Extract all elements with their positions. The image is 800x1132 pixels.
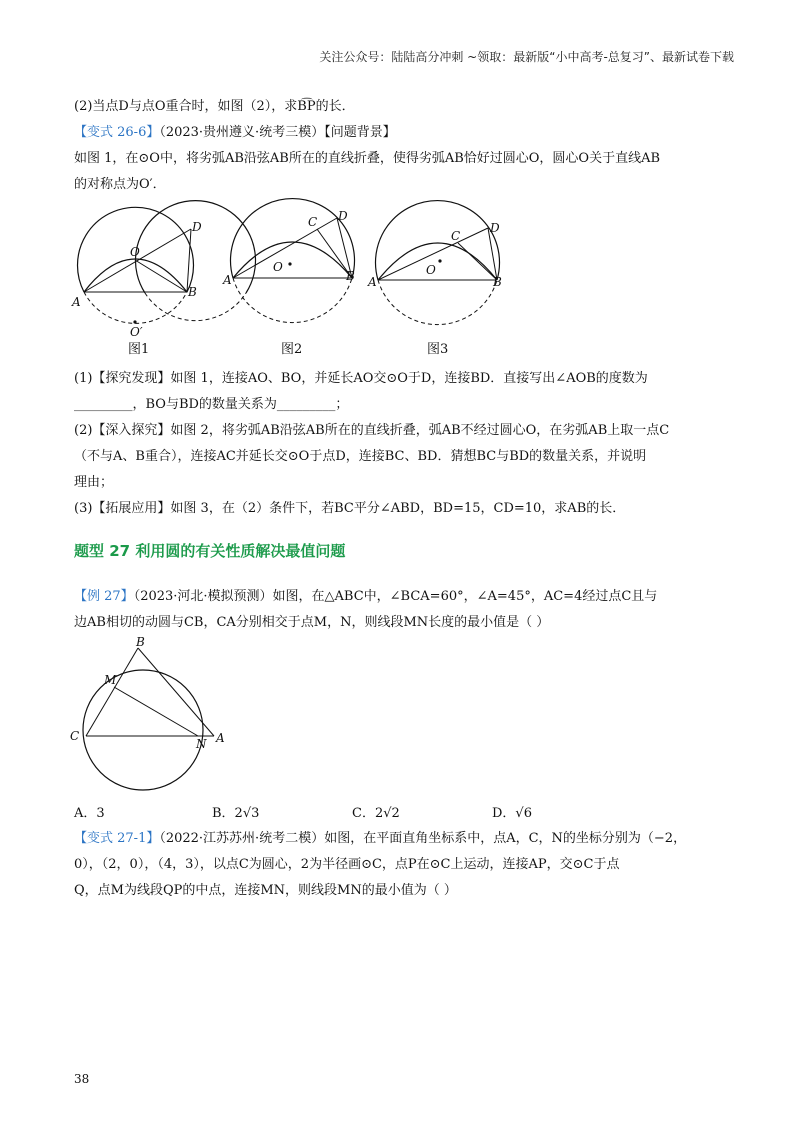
question-2-line: (2)当点D与点O重合时，如图（2），求B͡P的长． [74, 99, 355, 114]
fig3-label-a: A [368, 275, 377, 289]
part-2-line-a: (2)【深入探究】如图 2，将劣弧AB沿弦AB所在的直线折叠，弧AB不经过圆心O，在劣弧AB上取一点C [74, 423, 670, 438]
variant-27-1-line-c: Q，点M为线段QP的中点，连接MN，则线段MN的最小值为（ ） [74, 883, 457, 898]
fig2-label-c: C [308, 215, 318, 229]
background-line-1: 如图 1，在⊙O中，将劣弧AB沿弦AB所在的直线折叠，使得劣弧AB恰好过圆心O，圆心O关于直线AB [74, 151, 661, 166]
fig1-label-b: B [188, 285, 197, 299]
fig2-label-d: D [338, 209, 348, 223]
figure-27 [62, 632, 242, 792]
page-number: 38 [74, 1072, 90, 1086]
background-line-2: 的对称点为O′． [74, 177, 166, 192]
figures-drawing [60, 196, 540, 336]
part-1-line-a: (1)【探究发现】如图 1，连接AO、BO，并延长AO交⊙O于D，连接BD．直接写出∠AOB的度数为 [74, 371, 648, 386]
fig1-label-o: O [130, 245, 140, 259]
fig27-label-n: N [196, 737, 207, 751]
variant-26-6-tag: 【变式 26-6】 [74, 125, 160, 140]
variant-27-1-line [74, 830, 686, 848]
option-d: D．√6 [492, 806, 532, 821]
option-c: C．2√2 [352, 806, 400, 821]
variant-26-6-source: （2023·贵州遵义·统考三模）【问题背景】 [159, 125, 396, 140]
figure-2-caption: 图2 [281, 342, 303, 357]
fig27-label-c: C [70, 729, 80, 743]
fig3-label-b: B [493, 275, 502, 289]
variant-27-1-tag: 【变式 27-1】 [74, 831, 160, 846]
section-heading-27: 题型 27 利用圆的有关性质解决最值问题 [74, 542, 346, 560]
example-27-tag: 【例 27】 [74, 589, 134, 604]
fig1-label-a: A [72, 295, 81, 309]
fig1-label-d: D [192, 220, 202, 234]
option-a: A．3 [74, 806, 105, 821]
fig2-label-o: O [273, 260, 283, 274]
example-27-line-b: 边AB相切的动圆与CB，CA分别相交于点M，N，则线段MN长度的最小值是（ ） [74, 615, 550, 630]
part-2-line-c: 理由； [74, 475, 114, 490]
example-27-line [74, 588, 657, 606]
part-3-line: (3)【拓展应用】如图 3，在（2）条件下，若BC平分∠ABD，BD=15，CD=10，求AB的长． [74, 501, 626, 516]
variant-27-1-line-b: 0），（2，0），（4，3），以点C为圆心，2为半径画⊙C，点P在⊙C上运动，连接AP，交⊙C于点 [74, 857, 620, 872]
part-2-line-b: （不与A、B重合），连接AC并延长交⊙O于点D，连接BC、BD．猜想BC与BD的数量关系，并说明 [74, 449, 647, 464]
variant-27-1-source: （2022·江苏苏州·统考二模）如图，在平面直角坐标系中，点A，C，N的坐标分别为（−2， [159, 831, 687, 846]
option-b: B．2√3 [212, 806, 260, 821]
figure-1-caption: 图1 [128, 342, 150, 357]
figure-3-caption: 图3 [427, 342, 449, 357]
fig3-label-c: C [451, 229, 461, 243]
variant-26-6-line [74, 124, 396, 142]
example-27-source: （2023·河北·模拟预测）如图，在△ABC中，∠BCA=60°，∠A=45°，AC=4经过点C且与 [133, 589, 658, 604]
part-1-line-b: _________，BO与BD的数量关系为_________； [74, 397, 349, 412]
fig1-label-o-prime: O′ [130, 325, 143, 336]
page-header: 关注公众号：陆陆高分冲刺 ~领取：最新版“小中高考-总复习”、最新试卷下载 [319, 50, 734, 64]
figure-3-drawing [367, 201, 502, 325]
fig3-label-o: O [426, 263, 436, 277]
fig2-label-b: B [346, 269, 355, 283]
figure-1-drawing [71, 207, 202, 336]
fig27-label-a: A [216, 731, 225, 745]
figure-2-drawing [222, 199, 355, 323]
fig2-label-a: A [223, 273, 232, 287]
fig3-label-d: D [490, 221, 500, 235]
fig27-label-b: B [136, 635, 145, 649]
fig27-label-m: M [104, 673, 117, 687]
